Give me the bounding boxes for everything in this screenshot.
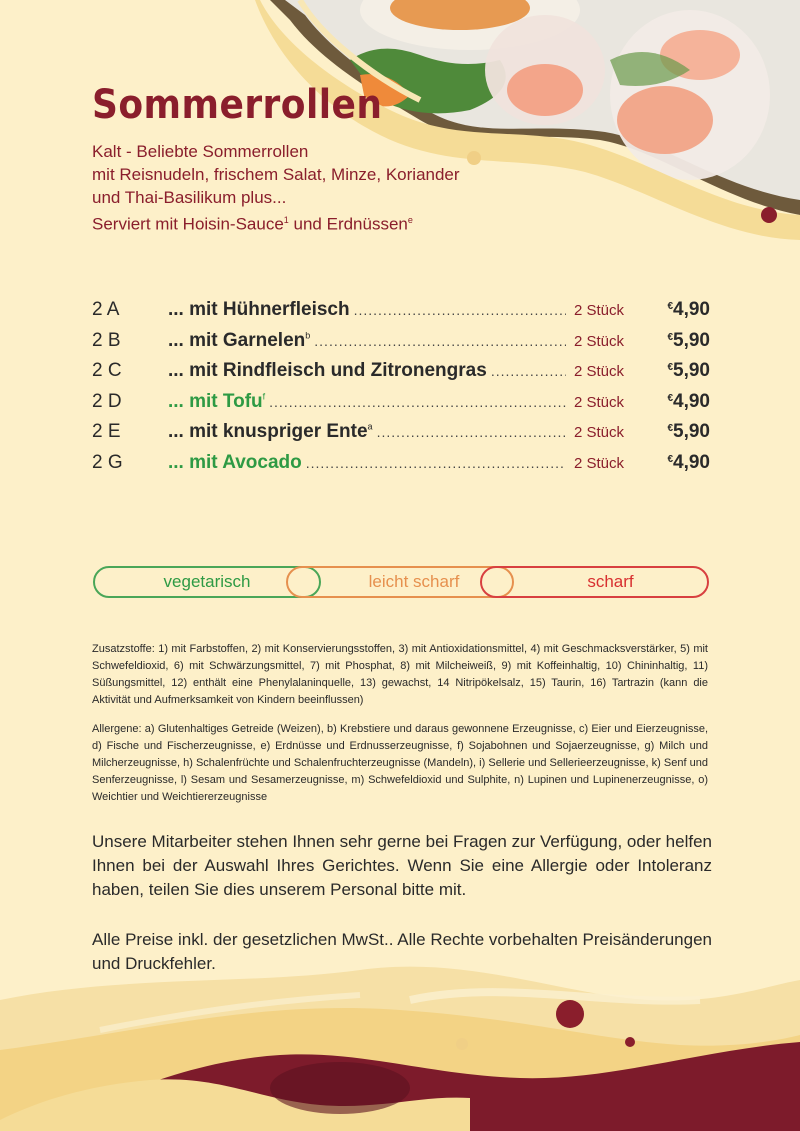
dot-leader [306, 455, 566, 471]
menu-item [92, 418, 710, 449]
item-price: €4,90 [667, 299, 710, 320]
price-notice: Alle Preise inkl. der gesetzlichen MwSt.. Alle Rechte vorbehalten Preisänderungen und Druckfehler. [92, 930, 712, 973]
menu-item [92, 449, 710, 480]
description-line: und Thai-Basilikum plus... [92, 188, 287, 207]
item-code: 2 C [92, 360, 122, 381]
legend-hot: scharf [480, 566, 709, 598]
menu-item [92, 357, 710, 388]
decor-dot [556, 1000, 584, 1028]
item-quantity: 2 Stück [574, 363, 625, 380]
decor-dot [625, 1037, 635, 1047]
item-name: ... mit Avocado ..... [168, 452, 566, 474]
description-line: Kalt - Beliebte Sommerrollen [92, 142, 309, 161]
currency-symbol: € [667, 453, 674, 465]
item-code: 2 B [92, 329, 121, 351]
item-name: ... mit Hühnerfleisch ..... [168, 299, 566, 321]
item-quantity: 2 Stück [574, 454, 625, 472]
item-quantity: 2 Stück [574, 302, 625, 319]
item-price: €5,90 [667, 421, 710, 442]
allergens-note: Allergene: a) Glutenhaltiges Getreide (Weizen), b) Krebstiere und daraus gewonnene Erzeugnisse, c) Eier und Eierzeugnisse, d) Fische und Fischerzeugnisse, e) Erdnüsse und Erdnusserzeugnisse, f) Sojabohnen und Sojaerzeugnisse, g) Milch und Milcherzeugnisse, h) Schalenfrüchte und Schalenfruchterzeugnisse (Mandeln), i) Sellerie und Sellerieerzeugnisse, k) Senf und Senferzeugnisse, l) Sesam und Sesamerzeugnisse, m) Schwefeldioxid und Sulphite, n) Lupinen und Lupinenerzeugnisse, o) Weichtier und Weichtiererzeugnisse [92, 723, 708, 803]
additives-note: Zusatzstoffe: 1) mit Farbstoffen, 2) mit Konservierungsstoffen, 3) mit Antioxidationsmittel, 4) mit Geschmacksverstärker, 5) mit Schwefeldioxid, 6) mit Schwärzungsmittel, 7) mit Phosphat, 8) mit Milcheiweiß, 9) mit Koffeinhaltig, 10) Chininhaltig, 11) Süßungsmittel, 12) enthält eine Phenylalaninquelle, 13) gewachst, 14 Nitripökelsalz, 15) Taurin, 16) Tartrazin (kann die Aktivität und Aufmerksamkeit von Kindern beeinflussen) [92, 643, 708, 706]
item-quantity: 2 Stück [574, 424, 625, 441]
item-name: ... mit knuspriger Ente$^a$ ..... [168, 421, 566, 443]
allergen-marker: a [367, 421, 373, 432]
decor-dot [467, 151, 481, 165]
staff-notice: Unsere Mitarbeiter stehen Ihnen sehr gerne bei Fragen zur Verfügung, oder helfen Ihnen bei der Auswahl Ihres Gerichtes. Wenn Sie eine Allergie oder Intoleranz haben, teilen Sie dies unserem Personal bitte mit. [92, 832, 712, 899]
description-line: mit Reisnudeln, frischem Salat, Minze, Koriander [92, 165, 460, 184]
menu-list [92, 296, 710, 479]
dot-leader [377, 424, 566, 440]
item-code: 2 E [92, 421, 121, 442]
item-quantity: 2 Stück [574, 332, 625, 350]
description-served-line: Serviert mit Hoisin-Sauce$^1$ und Erdnüssen$^e$ [92, 214, 413, 234]
item-name: ... mit Rindfleisch und Zitronengras ..... [168, 360, 566, 382]
bottom-wave-decoration [0, 967, 800, 1131]
currency-symbol: € [667, 301, 674, 312]
allergen-marker: b [305, 330, 311, 341]
dot-leader [269, 394, 566, 410]
spice-legend [93, 566, 709, 598]
currency-symbol: € [667, 392, 674, 404]
item-code: 2 A [92, 299, 120, 320]
currency-symbol: € [667, 331, 674, 343]
item-price: €4,90 [667, 451, 710, 473]
allergen-marker: f [262, 391, 266, 402]
menu-item [92, 296, 710, 327]
legend-mild: leicht scharf [286, 566, 514, 598]
dot-leader [314, 333, 566, 349]
item-quantity: 2 Stück [574, 393, 625, 411]
decor-dot [456, 1038, 468, 1050]
item-code: 2 G [92, 451, 123, 473]
item-name: ... mit Garnelen$^b$ ..... [168, 330, 566, 352]
item-price: €5,90 [667, 360, 710, 381]
item-price: €4,90 [667, 390, 710, 412]
item-code: 2 D [92, 390, 122, 412]
currency-symbol: € [667, 362, 674, 373]
item-price: €5,90 [667, 329, 710, 351]
dot-leader [354, 302, 566, 318]
legend-vegetarian: vegetarisch [93, 566, 321, 598]
dot-leader [491, 363, 566, 379]
menu-item [92, 327, 710, 358]
decor-dot [761, 207, 777, 223]
menu-description [92, 140, 460, 236]
menu-item [92, 388, 710, 419]
page-title: Sommerrollen [92, 82, 383, 128]
item-name: ... mit Tofu$^f$ ..... [168, 391, 566, 413]
currency-symbol: € [667, 423, 674, 434]
